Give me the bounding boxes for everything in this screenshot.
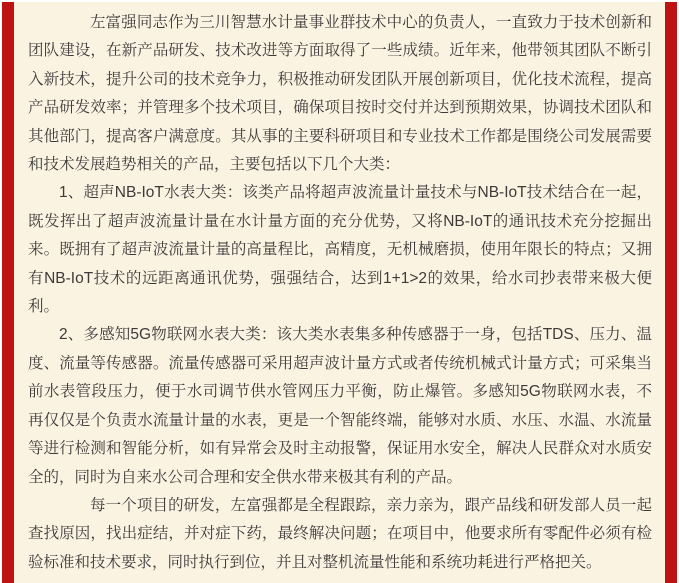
paragraph-intro: 左富强同志作为三川智慧水计量事业群技术中心的负责人，一直致力于技术创新和团队建设，在新产品研发、技术改进等方面取得了一些成绩。近年来，他带领其团队不断引入新技术，提升公司的技术竞争力，积极推动研发团队开展创新项目，优化技术流程，提高产品研发效率；并管理多个技术项目，确保项目按时交付并达到预期效果，协调技术团队和其他部门，提高客户满意度。其从事的主要科研项目和专业技术工作都是围绕公司发展需要和技术发展趋势相关的产品，主要包括以下几个大类： xyxy=(28,14,652,174)
paragraph-closing: 每一个项目的研发，左富强都是全程跟踪，亲力亲为，跟产品线和研发部人员一起查找原因，找出症结，并对症下药，最终解决问题；在项目中，他要求所有零配件必须有检验标准和技术要求，同时执行到位，并且对整机流量性能和系统功耗进行严格把关。 xyxy=(28,496,652,571)
right-red-border xyxy=(665,2,677,583)
article-content xyxy=(14,2,665,583)
paragraph-category-2-5g-iot: 2、多感知5G物联网水表大类：该大类水表集多种传感器于一身，包括TDS、压力、温度、流量等传感器。流量传感器可采用超声波计量方式或者传统机械式计量方式；可采集当前水表管段压力，便于水司调节供水管网压力平衡，防止爆管。多感知5G物联网水表，不再仅仅是个负责水流量计量的水表，更是一个智能终端，能够对水质、水压、水温、水流量等进行检测和智能分析，如有异常会及时主动报警，保证用水安全，解决人民群众对水质安全的，同时为自来水公司合理和安全供水带来极其有利的产品。 xyxy=(28,326,652,486)
paragraph-category-1-ultrasonic-nbiot: 1、超声NB-IoT水表大类：该类产品将超声波流量计量技术与NB-IoT技术结合在一起，既发挥出了超声波流量计量在水计量方面的充分优势，又将NB-IoT的通讯技术充分挖掘出来。既拥有了超声波流量计量的高量程比，高精度，无机械磨损，使用年限长的特点；又拥有NB-IoT技术的远距离通讯优势，强强结合，达到1+1>2的效果，给水司抄表带来极大便利。 xyxy=(28,184,652,316)
left-red-border xyxy=(2,2,14,583)
